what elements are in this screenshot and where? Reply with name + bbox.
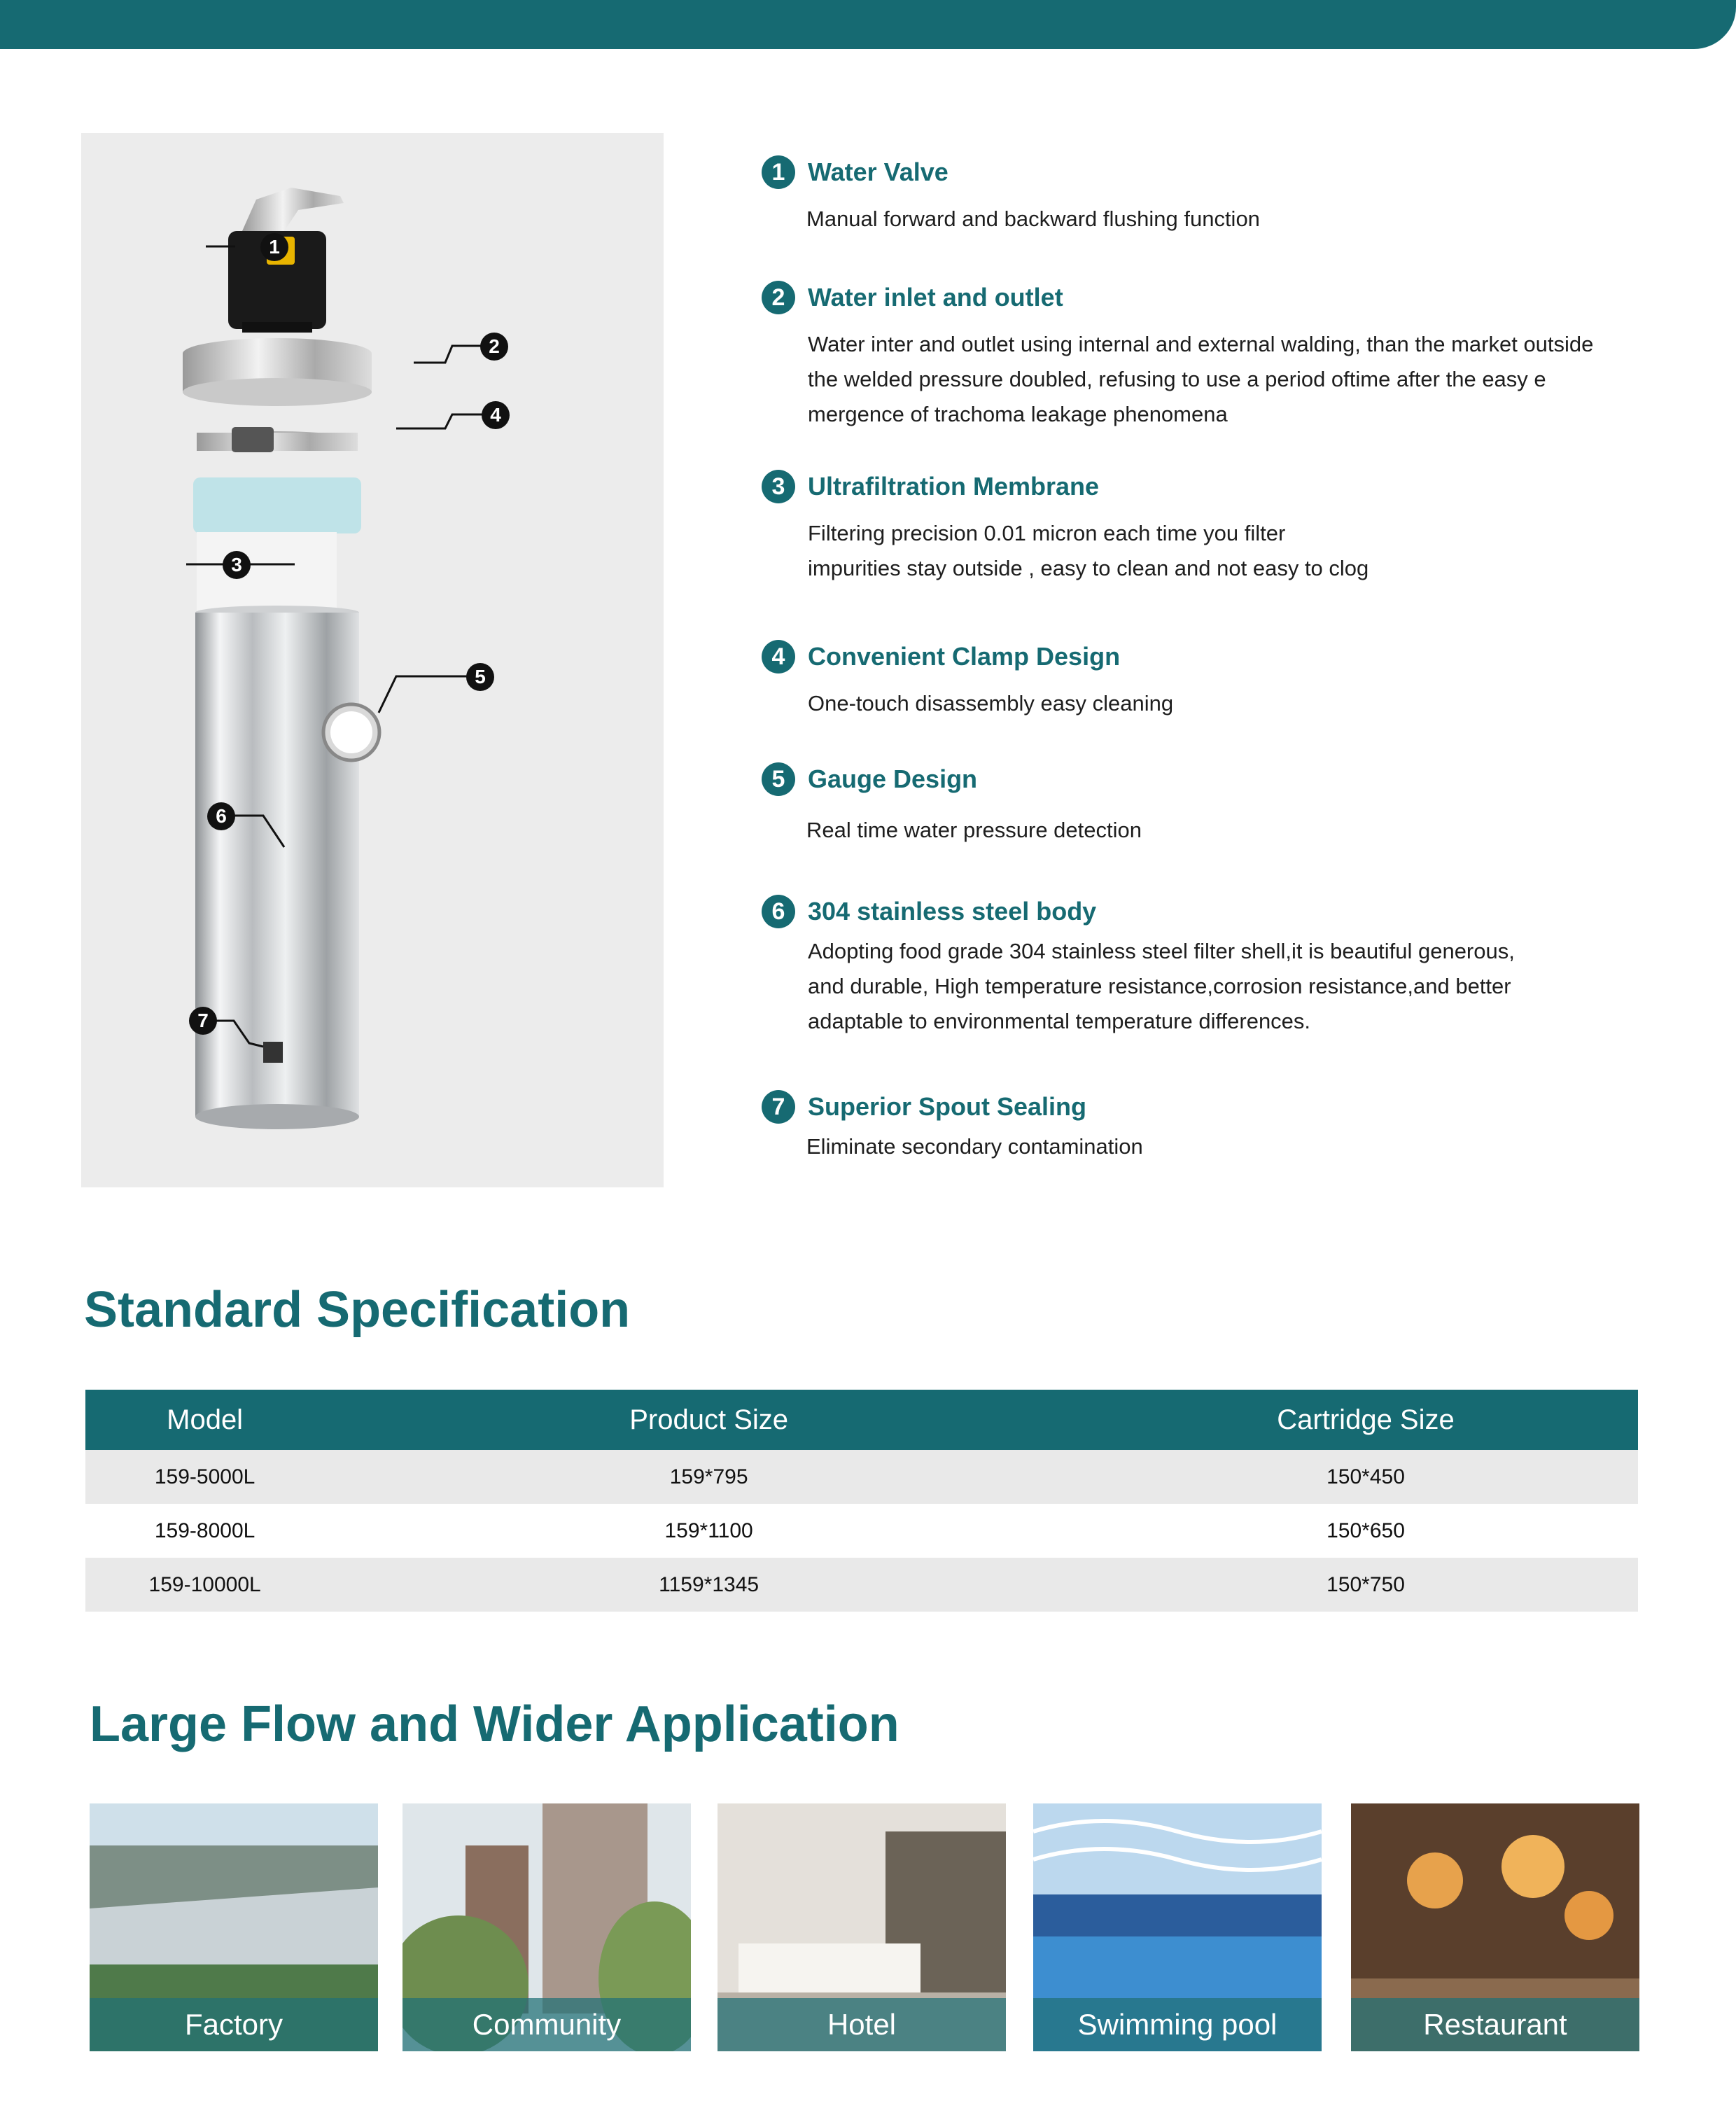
product-image-panel: [81, 133, 664, 1187]
callout-7: 7: [189, 1007, 217, 1035]
clamp: [197, 427, 358, 452]
table-row: [85, 1450, 1638, 1504]
steel-body: [195, 606, 379, 1129]
table-row: [85, 1504, 1638, 1558]
table-header-row: [85, 1390, 1638, 1450]
feature-number: 1: [762, 155, 795, 189]
feature-description: Filtering precision 0.01 micron each time you filter impurities stay outside , easy to clean and not easy to clog: [808, 521, 1369, 580]
feature-inlet-outlet: [762, 278, 1693, 432]
column-header: Product Size: [324, 1390, 1093, 1450]
cell-model: 159-5000L: [85, 1450, 324, 1504]
application-community: [402, 1803, 691, 2051]
feature-description: One-touch disassembly easy cleaning: [808, 691, 1174, 716]
water-valve: [228, 188, 344, 333]
feature-title: Convenient Clamp Design: [808, 642, 1121, 671]
membrane: [193, 477, 361, 616]
feature-number: 2: [762, 281, 795, 314]
callout-6: 6: [207, 802, 235, 830]
feature-title: Ultrafiltration Membrane: [808, 472, 1100, 501]
application-label: Hotel: [718, 1998, 1006, 2051]
feature-ultrafiltration: [762, 467, 1693, 586]
feature-description: Adopting food grade 304 stainless steel filter shell,it is beautiful generous, and durable, High temperature resistance,corrosion resistance,and better adaptable to environmental temperature differences.: [808, 939, 1515, 1033]
filter-illustration: [81, 133, 664, 1187]
spec-table: [85, 1390, 1638, 1612]
feature-title: Gauge Design: [808, 765, 978, 793]
application-factory: [90, 1803, 378, 2051]
application-label: Swimming pool: [1033, 1998, 1322, 2051]
feature-description: Water inter and outlet using internal and external walding, than the market outside the welded pressure doubled, refusing to use a period oftime after the easy e mergence of trachoma leakage phenomena: [808, 332, 1594, 426]
cell-product-size: 159*1100: [664, 1519, 753, 1542]
feature-spout-sealing: [762, 1087, 1693, 1164]
application-label: Restaurant: [1351, 1998, 1639, 2051]
cell-cartridge-size: 150*650: [1326, 1519, 1405, 1542]
callout-4: 4: [482, 401, 510, 429]
top-banner: [0, 0, 1736, 49]
feature-title: Superior Spout Sealing: [808, 1092, 1087, 1121]
feature-title: Water inlet and outlet: [808, 283, 1063, 312]
callout-1: 1: [260, 233, 288, 261]
feature-steel-body: [762, 892, 1693, 1039]
application-hotel: [718, 1803, 1006, 2051]
callout-3: 3: [223, 551, 251, 579]
feature-number: 5: [762, 762, 795, 796]
feature-title: Water Valve: [808, 158, 948, 186]
applications-gallery: [90, 1803, 1639, 2055]
callout-2: 2: [480, 333, 508, 361]
column-header: Model: [85, 1390, 324, 1450]
feature-description: Eliminate secondary contamination: [806, 1134, 1143, 1159]
cell-product-size: 159*795: [324, 1450, 1093, 1504]
application-restaurant: [1351, 1803, 1639, 2051]
table-row: [85, 1558, 1638, 1612]
application-label: Factory: [90, 1998, 378, 2051]
callout-5: 5: [466, 663, 494, 691]
application-label: Community: [402, 1998, 691, 2051]
cell-cartridge-size: 150*450: [1093, 1450, 1638, 1504]
cell-model: 159-8000L: [154, 1519, 255, 1542]
feature-number: 4: [762, 640, 795, 673]
column-header: Cartridge Size: [1093, 1390, 1638, 1450]
filter-lid: [183, 338, 372, 406]
cell-product-size: 1159*1345: [324, 1558, 1093, 1612]
feature-number: 7: [762, 1090, 795, 1124]
cell-model: 159-10000L: [85, 1558, 324, 1612]
feature-water-valve: [762, 153, 1693, 237]
feature-number: 3: [762, 470, 795, 503]
feature-title: 304 stainless steel body: [808, 897, 1097, 926]
applications-heading: Large Flow and Wider Application: [90, 1696, 899, 1752]
feature-gauge: [762, 760, 1693, 848]
feature-clamp: [762, 637, 1693, 721]
cell-cartridge-size: 150*750: [1093, 1558, 1638, 1612]
feature-description: Manual forward and backward flushing function: [806, 207, 1260, 231]
feature-number: 6: [762, 895, 795, 928]
feature-description: Real time water pressure detection: [806, 818, 1142, 842]
application-swimming-pool: [1033, 1803, 1322, 2051]
spec-heading: Standard Specification: [84, 1282, 631, 1338]
